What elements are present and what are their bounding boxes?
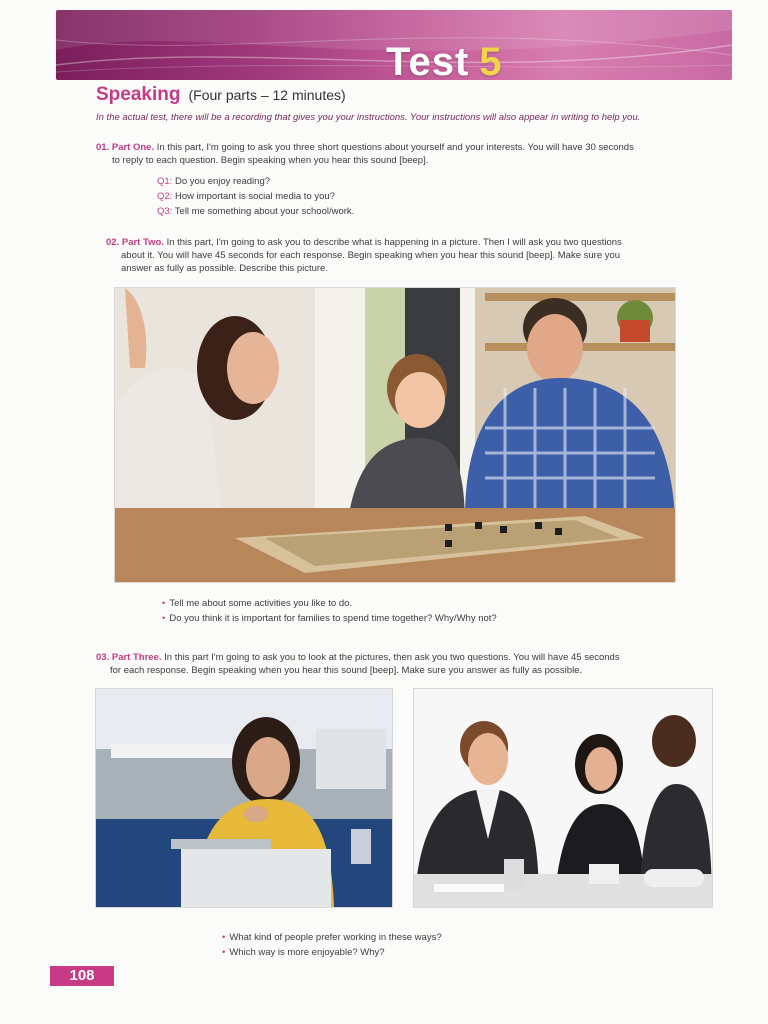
- question-item: [157, 189, 354, 204]
- part-one-questions: [157, 174, 354, 219]
- part-two-instructions: [106, 236, 706, 275]
- part-two-title: Part Two.: [121, 237, 164, 248]
- bullet-icon: •: [222, 947, 226, 958]
- part-three-number: 03.: [96, 652, 110, 663]
- test-title: [386, 40, 503, 80]
- part-two-line1: In this part, I'm going to ask you to describe what is happening in a picture. Then I will ask you two questions: [166, 237, 622, 248]
- question-label: Q1:: [157, 176, 173, 187]
- part-three-title: Part Three.: [111, 652, 162, 663]
- question-text: How important is social media to you?: [174, 191, 335, 202]
- question-text: Do you enjoy reading?: [174, 176, 271, 187]
- business-meeting-photo: [413, 688, 713, 908]
- test-title-word: Test: [386, 40, 470, 80]
- bullet-item: [222, 930, 442, 945]
- part-two-line2: about it. You will have 45 seconds for each response. Begin speaking when you hear this sound [beep]. Make sure you: [121, 250, 621, 261]
- question-item: [157, 174, 354, 189]
- part-one-line1: In this part, I'm going to ask you three short questions about yourself and your interests. You will have 30 seconds: [156, 142, 634, 153]
- question-item: [157, 204, 354, 219]
- family-board-game-photo: [114, 287, 676, 583]
- question-label: Q3:: [157, 206, 173, 217]
- question-label: Q2:: [157, 191, 173, 202]
- part-three-line2: for each response. Begin speaking when you hear this sound [beep]. Make sure you answer as fully as possible.: [110, 665, 583, 676]
- section-subtitle: (Four parts – 12 minutes): [188, 87, 346, 103]
- part-one-instructions: [96, 141, 716, 167]
- part-one-title: Part One.: [111, 142, 155, 153]
- bullet-item: [162, 596, 497, 611]
- title-banner: [56, 10, 732, 80]
- page-number: 108: [50, 966, 114, 986]
- part-two-line3: answer as fully as possible. Describe this picture.: [121, 263, 328, 274]
- woman-working-alone-photo: [95, 688, 393, 908]
- question-text: Tell me something about your school/work.: [174, 206, 355, 217]
- part-two-questions: [162, 596, 497, 626]
- part-three-instructions: [96, 651, 716, 677]
- bullet-text: Do you think it is important for families to spend time together? Why/Why not?: [169, 613, 497, 624]
- bullet-icon: •: [222, 932, 226, 943]
- part-two-number: 02.: [106, 237, 120, 248]
- part-one-line2: to reply to each question. Begin speaking when you hear this sound [beep].: [112, 155, 429, 166]
- bullet-icon: •: [162, 613, 166, 624]
- section-title: Speaking: [96, 84, 181, 105]
- bullet-item: [162, 611, 497, 626]
- bullet-text: What kind of people prefer working in these ways?: [229, 932, 442, 943]
- bullet-item: [222, 945, 442, 960]
- intro-text: In the actual test, there will be a recording that gives you your instructions. Your instructions will also appear in writing to help you.: [96, 112, 641, 123]
- test-title-number: 5: [479, 40, 503, 80]
- section-heading: [96, 84, 346, 106]
- part-three-questions: [222, 930, 442, 960]
- bullet-text: Which way is more enjoyable? Why?: [229, 947, 385, 958]
- bullet-icon: •: [162, 598, 166, 609]
- part-three-line1: In this part I'm going to ask you to look at the pictures, then ask you two questions. You will have 45 seconds: [164, 652, 620, 663]
- bullet-text: Tell me about some activities you like to do.: [169, 598, 353, 609]
- part-one-number: 01.: [96, 142, 110, 153]
